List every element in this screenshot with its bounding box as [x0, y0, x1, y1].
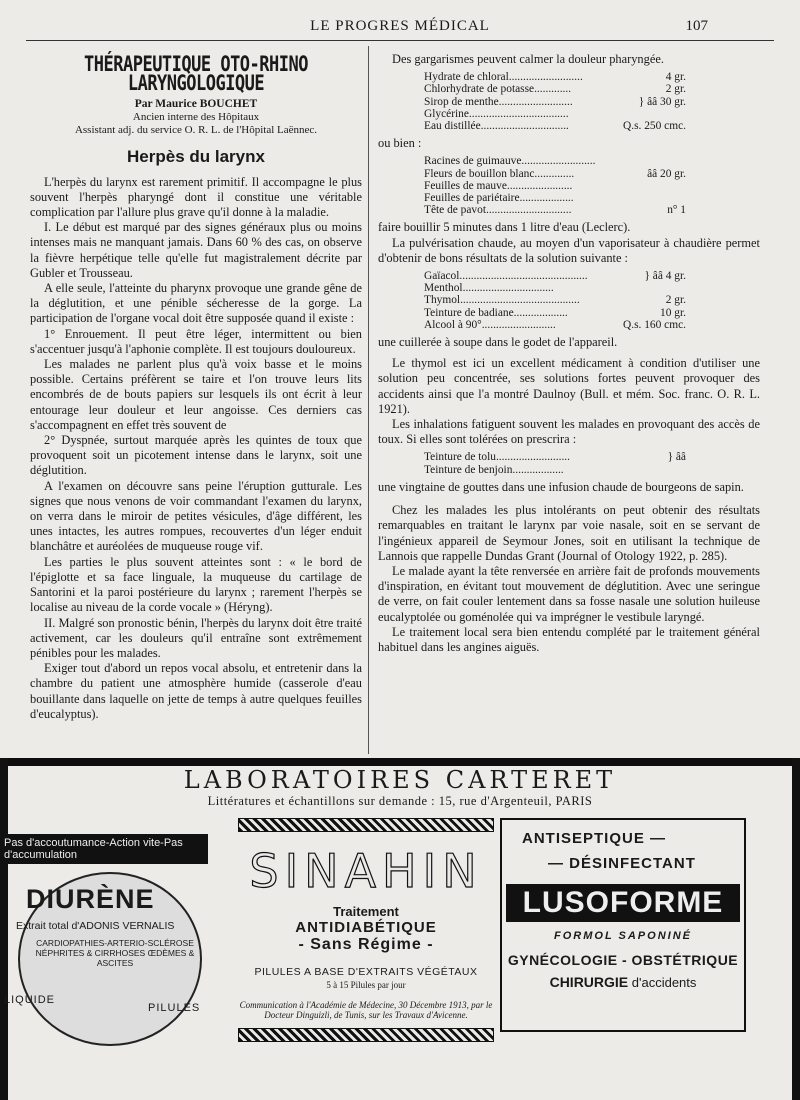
recipe-row [424, 71, 686, 83]
ingredient: Menthol................................ [424, 282, 554, 295]
paragraph: Chez les malades les plus intolérants on peut obtenir des résultats remarquables en traitant le larynx par voie nasale, soit en se servant de l'ingénieux appareil de Seymour Jones, soit en utilisant la technique de Lannois que rappelle Dundas Grant (Journal of Otology 1922, p. 285). [378, 503, 760, 563]
paragraph: 1° Enrouement. Il peut être léger, intermittent ou bien s'accentuer jusqu'à l'aphonie complète. Il est toujours douloureux. [30, 326, 362, 356]
author-role-1: Ancien interne des Hôpitaux [132, 111, 260, 124]
article-title: Herpès du larynx [127, 147, 265, 167]
ingredient: Alcool à 90°.......................... [424, 318, 556, 331]
sinahin-name: SINAHIN [249, 844, 483, 898]
paragraph: Le traitement local sera bien entendu complété par le traitement général habituel dans les angines aiguës. [378, 624, 760, 654]
paragraph: Les inhalations fatiguent souvent les malades en provoquant des accès de toux. Si elles sont tolérées on prescrira : [378, 417, 760, 447]
right-column [378, 52, 760, 655]
diurene-name: DIURÈNE [26, 884, 155, 914]
quantity: } ââ [667, 451, 686, 464]
laboratory-name: LABORATOIRES CARTERET [183, 766, 617, 794]
paragraph: L'herpès du larynx est rarement primitif. Il accompagne le plus souvent l'herpès pharyngé dont il constitue une véritable complication par l'allure plus grave qu'il donne à la maladie. [30, 174, 362, 220]
author-byline [30, 98, 362, 137]
paragraph: Le malade ayant la tête renversée en arrière fait de profonds mouvements d'inspiration, en évitant tout mouvement de déglutition. Avec une seringue de verre, on fait couler lentement dans sa fosse nasale une solution huileuse eucalyptolée ou goménolée qui va imprégner le vestibule laryngé. [378, 563, 760, 624]
lusoforme-chirurgie-bold: CHIRURGIE [549, 974, 629, 990]
ingredient: Gaïacol............................................. [424, 270, 588, 283]
paragraph: 2° Dyspnée, surtout marquée après les quintes de toux que provoquent soit un picotement intense dans le larynx, soit une déglutition. [30, 433, 362, 478]
ingredient: Tête de pavot.............................. [424, 204, 572, 217]
quantity [622, 155, 686, 167]
recipe-pulverisation [424, 270, 760, 331]
quantity: ââ 20 gr. [647, 167, 686, 180]
quantity: Q.s. 160 cmc. [623, 318, 686, 331]
lusoforme-antiseptique: ANTISEPTIQUE — [522, 830, 667, 847]
sinahin-regime: - Sans Régime - [298, 936, 434, 953]
ingredient: Teinture de benjoin.................. [424, 463, 564, 476]
recipe-row [424, 108, 686, 120]
ingredient: Teinture de tolu.......................... [424, 451, 570, 464]
page-number: 107 [685, 18, 708, 34]
sinahin-top-band [238, 818, 494, 832]
diurene-pilules: PILULES [148, 1002, 201, 1014]
paragraph: La pulvérisation chaude, au moyen d'un vaporisateur à chaudière permet d'obtenir de bons résultats de la solution suivante : [378, 235, 760, 265]
quantity: } ââ 30 gr. [638, 95, 686, 108]
ingredient: Sirop de menthe.......................... [424, 95, 573, 108]
recipe-gargarisme [424, 71, 760, 132]
author-role-2: Assistant adj. du service O. R. L. de l'Hôpital Laënnec. [74, 124, 318, 137]
diurene-band: Pas d'accoutumance-Action vite-Pas d'accumulation [0, 834, 208, 864]
paragraph: faire bouillir 5 minutes dans 1 litre d'eau (Leclerc). [378, 220, 631, 235]
lusoforme-desinfectant: — DÉSINFECTANT [548, 855, 696, 872]
recipe-row [424, 270, 686, 282]
quantity [622, 108, 686, 120]
lusoforme-ad [500, 818, 746, 1032]
paragraph: Les malades ne parlent plus qu'à voix basse et le moins possible. Certains préfèrent se taire et l'on trouve leurs lits encombrés de de bouts papiers sur lesquels ils ont écrit à leur entourage leur douleur et leur angoisse. Ces derniers cas s'accompagnent en effet très souvent de [30, 357, 362, 432]
quantity: 10 gr. [660, 306, 686, 319]
sinahin-bottom-band [238, 1028, 494, 1042]
paragraph: A elle seule, l'atteinte du pharynx provoque une grande gêne de la déglutition, et une pénible sécheresse de la gorge. La participation de l'organe vocal doit être supposée quand il existe : [30, 281, 362, 326]
paragraph: une cuillerée à soupe dans le godet de l'appareil. [378, 335, 618, 350]
sinahin-traitement: Traitement [333, 904, 399, 919]
ingredient: Teinture de badiane................... [424, 306, 568, 319]
recipe-row [424, 192, 686, 204]
quantity: n° 1 [667, 204, 686, 217]
recipe-row [424, 120, 686, 132]
ingredient: Thymol.......................................... [424, 294, 580, 307]
ingredient: Chlorhydrate de potasse............. [424, 83, 572, 96]
column-divider [368, 46, 369, 754]
paragraph: une vingtaine de gouttes dans une infusion chaude de bourgeons de sapin. [378, 479, 744, 494]
lusoforme-formol: FORMOL SAPONINÉ [554, 930, 692, 942]
paragraph: A l'examen on découvre sans peine l'éruption gutturale. Les signes que nous venons de voir commandant l'examen du larynx, on verra dans le miroir de petites vésicules, d'âge différent, les unes intactes, les autres rompues, recouvertes d'un léger enduit blanchâtre et auréolées de muqueuse rouge vif. [30, 478, 362, 554]
sinahin-pilules: PILULES A BASE D'EXTRAITS VÉGÉTAUX [254, 966, 478, 978]
paragraph: I. Le début est marqué par des signes généraux plus ou moins intenses mais ne manquant jamais. Dans 60 % des cas, on observe la fièvre herpétique telle qu'elle fut magistralement décrite par Gubler et Trousseau. [30, 220, 362, 280]
recipe-row [424, 96, 686, 108]
diurene-subtitle: Extrait total d'ADONIS VERNALIS [16, 920, 175, 932]
lusoforme-name: LUSOFORME [506, 884, 740, 922]
diurene-liquide: LIQUIDE [4, 994, 56, 1006]
sinahin-ad [238, 818, 494, 1088]
paragraph: II. Malgré son pronostic bénin, l'herpès du larynx doit être traité activement, car les douleurs qu'il entraîne sont extrêmement pénibles pour les malades. [30, 615, 362, 660]
ingredient: Hydrate de chloral.......................... [424, 71, 583, 84]
left-column [30, 52, 362, 722]
recipe-row [424, 282, 686, 294]
diurene-ad [0, 834, 215, 1044]
quantity: } ââ 4 gr. [644, 270, 686, 283]
recipe-row [424, 294, 686, 306]
recipe-row [424, 168, 686, 180]
sinahin-communication: Communication à l'Académie de Médecine, 30 Décembre 1913, par le Docteur Dinguizli, de Tunis, sur les Travaux d'Avicenne. [239, 1000, 493, 1020]
page-header [0, 18, 800, 40]
sinahin-dosage: 5 à 15 Pilules par jour [326, 980, 406, 990]
paragraph: Le thymol est ici un excellent médicament à condition d'utiliser une solution peu concentrée, ses solutions fortes peuvent provoquer des accidents ainsi que l'a montré Daulnoy (Bull. et mém. Soc. franc. O. R. L. 1921). [378, 356, 760, 416]
paragraph: ou bien : [378, 136, 422, 151]
quantity: Q.s. 250 cmc. [623, 120, 686, 133]
ingredient: Feuilles de pariétaire................... [424, 192, 574, 205]
quantity [622, 464, 686, 476]
ingredient: Glycérine................................... [424, 107, 569, 120]
laboratory-address: Littératures et échantillons sur demande : 15, rue d'Argenteuil, PARIS [207, 794, 593, 808]
recipe-row [424, 319, 686, 331]
recipe-row [424, 83, 686, 95]
rubric-title: THÉRAPEUTIQUE OTO-RHINO LARYNGOLOGIQUE [84, 52, 308, 97]
paragraph: Exiger tout d'abord un repos vocal absolu, et entretenir dans la chambre du patient une atmosphère humide (casserole d'eau bouillante dans laquelle on jette de temps à autre quelques feuilles d'eucalyptus). [30, 661, 362, 721]
quantity [622, 192, 686, 204]
lusoforme-chirurgie [502, 974, 744, 990]
diurene-indications: CARDIOPATHIES-ARTERIO-SCLÉROSE NÉPHRITES & CIRRHOSES ŒDÈMES & ASCITES [35, 938, 195, 968]
paragraph: Les parties le plus souvent atteintes sont : « le bord de l'épiglotte et sa face linguale, la muqueuse du cartilage de Santorini et la paroi postérieure du larynx ; rarement l'herpès se localise au niveau de la corde vocale » (Héryng). [30, 554, 362, 615]
advertisement-block [0, 758, 800, 1100]
quantity: 2 gr. [665, 83, 686, 96]
ingredient: Racines de guimauve.......................... [424, 155, 596, 168]
lusoforme-gynecologie: GYNÉCOLOGIE - OBSTÉTRIQUE [507, 952, 739, 968]
recipe-row [424, 451, 686, 463]
recipe-inhalation [424, 451, 760, 475]
quantity: 4 gr. [665, 71, 686, 84]
quantity [622, 180, 686, 192]
recipe-row [424, 307, 686, 319]
recipe-row [424, 155, 686, 167]
ingredient: Fleurs de bouillon blanc.............. [424, 167, 575, 180]
ad-right-border [792, 758, 800, 1100]
lusoforme-accidents: d'accidents [631, 975, 697, 990]
ad-top-border [0, 758, 800, 766]
sinahin-antidiabetique: ANTIDIABÉTIQUE [295, 919, 437, 936]
paragraph: Des gargarismes peuvent calmer la douleur pharyngée. [392, 52, 664, 66]
quantity: 2 gr. [665, 294, 686, 307]
recipe-row [424, 204, 686, 216]
recipe-row [424, 464, 686, 476]
header-rule [26, 40, 774, 41]
recipe-row [424, 180, 686, 192]
ingredient: Feuilles de mauve....................... [424, 179, 573, 192]
journal-title: LE PROGRES MÉDICAL [310, 18, 490, 34]
author-name: Par Maurice BOUCHET [134, 98, 258, 111]
recipe-decoction [424, 155, 760, 216]
quantity [622, 282, 686, 294]
ingredient: Eau distillée............................... [424, 120, 569, 133]
